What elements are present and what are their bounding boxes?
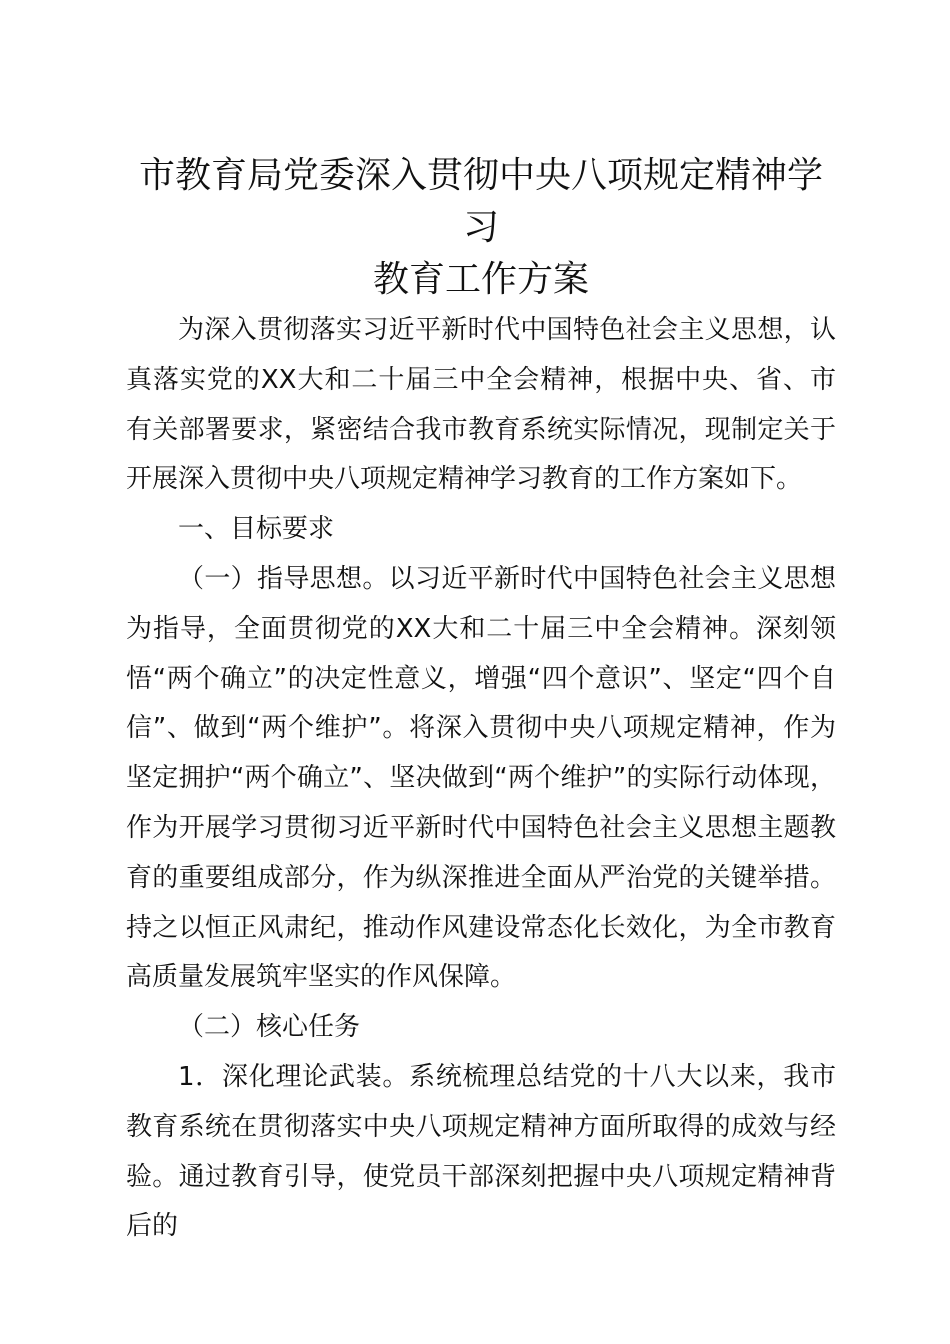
section-heading-goals: 一、目标要求: [178, 514, 335, 545]
intro-paragraph: 为深入贯彻落实习近平新时代中国特色社会主义思想，认真落实党的XX大和二十届三中全会精神，根据中央、省、市有关部署要求，紧密结合我市教育系统实际情况，现制定关于开展深入贯彻中央八项规定精神学习教育的工作方案如下。: [126, 315, 836, 495]
guiding-thought-paragraph: （一）指导思想。以习近平新时代中国特色社会主义思想为指导，全面贯彻党的XX大和二十届三中全会精神。深刻领悟“两个确立”的决定性意义，增强“四个意识”、坚定“四个自信”、做到“两个维护”。将深入贯彻中央八项规定精神，作为坚定拥护“两个确立”、坚决做到“两个维护”的实际行动体现，作为开展学习贯彻习近平新时代中国特色社会主义思想主题教育的重要组成部分，作为纵深推进全面从严治党的关键举措。持之以恒正风肃纪，推动作风建设常态化长效化，为全市教育高质量发展筑牢坚实的作风保障。: [126, 563, 836, 993]
theory-armament-paragraph: 1．深化理论武装。系统梳理总结党的十八大以来，我市教育系统在贯彻落实中央八项规定精神方面所取得的成效与经验。通过教育引导，使党员干部深刻把握中央八项规定精神背后的: [126, 1061, 836, 1242]
title-line-2: 教育工作方案: [372, 259, 589, 300]
title-line-1: 市教育局党委深入贯彻中央八项规定精神学习: [138, 155, 823, 248]
document-title: [126, 150, 836, 306]
document-page: [126, 150, 836, 1252]
subsection-heading-core-tasks: （二）核心任务: [178, 1012, 361, 1043]
